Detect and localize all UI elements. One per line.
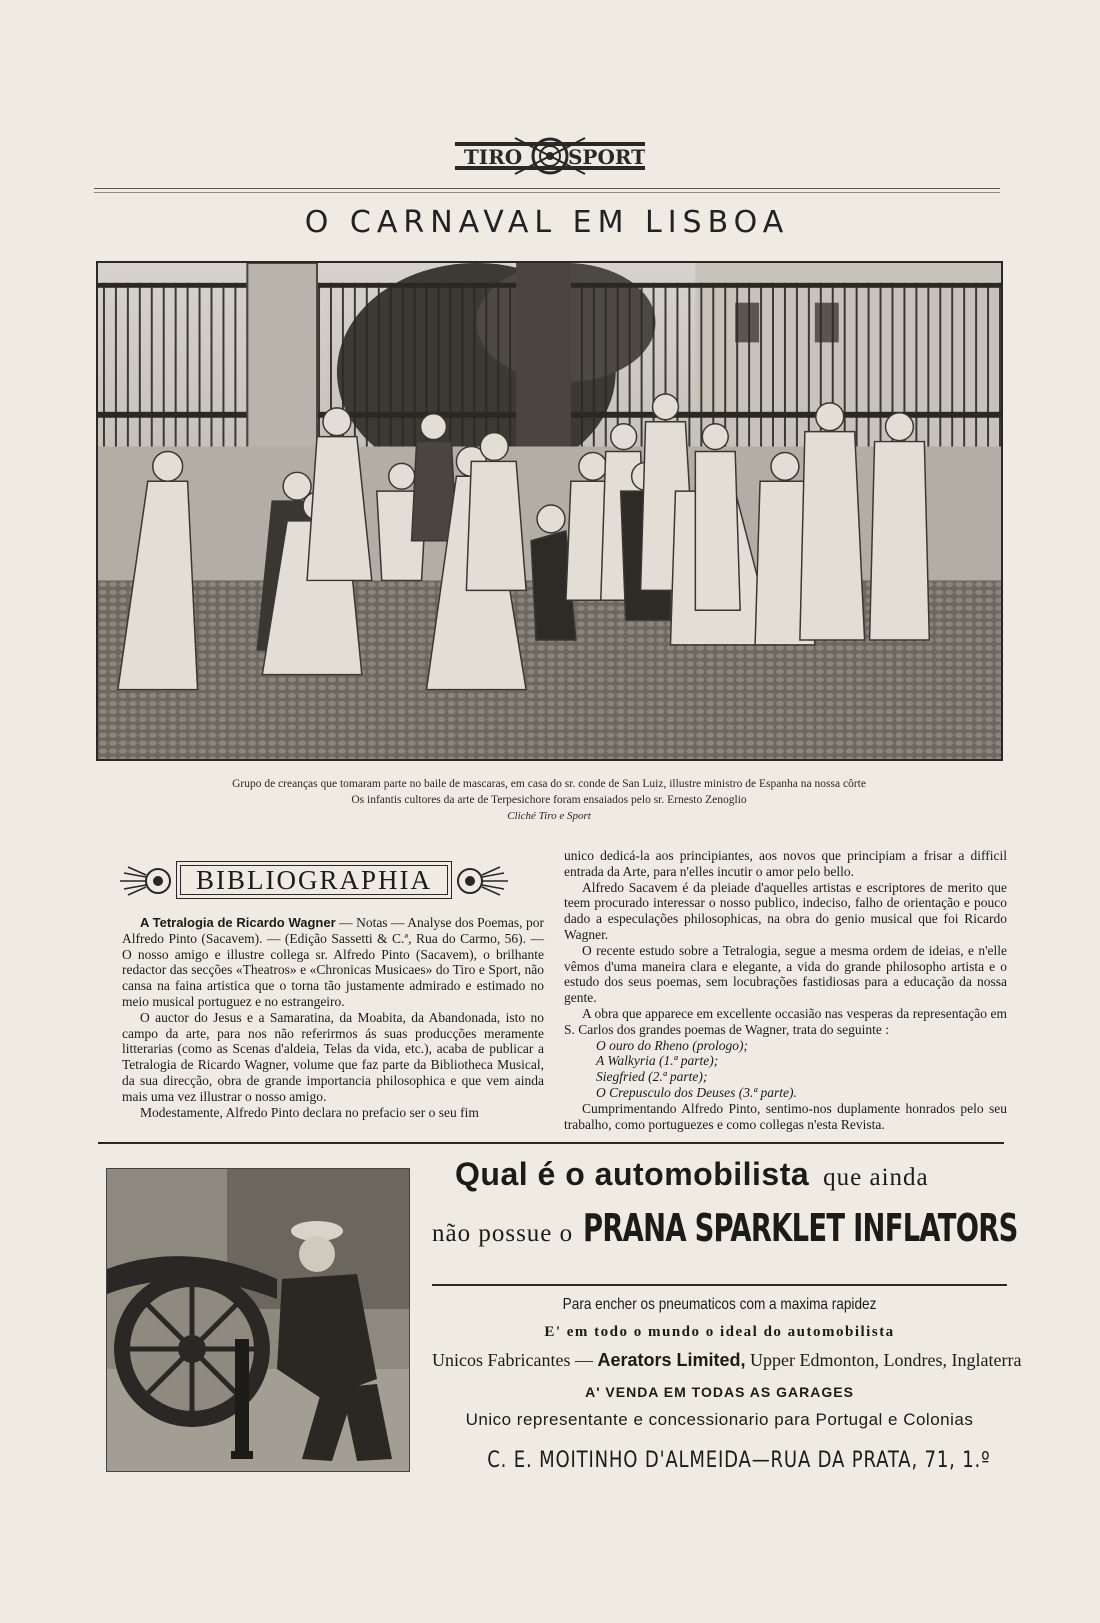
article-title: O CARNAVAL EM LISBOA <box>304 205 790 240</box>
ad-photo-image <box>107 1169 409 1471</box>
divider <box>94 188 1000 189</box>
work-item: Siegfried (2.ª parte); <box>596 1069 708 1085</box>
paragraph: Modestamente, Alfredo Pinto declara no prefacio ser o seu fim <box>140 1104 479 1120</box>
section-heading: BIBLIOGRAPHIA <box>195 864 432 895</box>
ad-ideal: E' em todo o mundo o ideal do automobilista <box>544 1324 895 1340</box>
tiro-sport-logo-icon <box>455 136 645 176</box>
paragraph-text: — Notas — Analyse dos Poemas, por Alfredo Pinto (Sacavem). — (Edição Sassetti & C.ª, Rua do Carmo, 56). — O nosso amigo e illustre collega sr. Alfredo Pinto (Sacavem), o brilhante redactor das secções «Theatros» e «Chronicas Musicaes» do Tiro e Sport, não cansa na faina artistica que o torna tão justamente admirado e estimado no meio musical portuguez e no estrangeiro. <box>122 915 545 1009</box>
ad-brand-line <box>432 1206 1100 1250</box>
article-column-left <box>122 915 544 1120</box>
ad-headline-small: que ainda <box>823 1164 929 1191</box>
photo-caption: Grupo de creanças que tomaram parte no baile de mascaras, em casa do sr. conde de San Luiz, illustre ministro de Espanha na nossa côrte <box>232 778 866 790</box>
bibliographia-header <box>118 857 510 905</box>
svg-text:SPORT: SPORT <box>567 145 645 169</box>
ad-representative: Unico representante e concessionario para Portugal e Colonias <box>465 1410 974 1429</box>
makers-prefix: Unicos Fabricantes — <box>432 1350 593 1370</box>
paragraph: Alfredo Sacavem é da pleiade d'aquelles artistas e escriptores de merito que teem procurado interessar o nosso publico, indeciso, falho de orientação e pouco dado a especulações philosophicas, na obra do genio musical que foi Ricardo Wagner. <box>564 879 1007 942</box>
ad-tagline-text: Para encher os pneumaticos com a maxima rapidez <box>562 1296 877 1313</box>
ad-tagline <box>432 1296 1007 1314</box>
paragraph: Cumprimentando Alfredo Pinto, sentimo-nos duplamente honrados pelo seu trabalho, como portuguezes e como collegas n'esta Revista. <box>564 1100 1007 1132</box>
ad-line-small: não possue o <box>432 1220 574 1247</box>
divider <box>432 1284 1007 1286</box>
paragraph: O auctor do Jesus e a Samaratina, da Moabita, da Abandonada, isto no campo da arte, para nos não referirmos ás suas producções meramente litterarias (como as Scenas d'aldeia, Telas da vida, etc.), acaba de publicar a Tetralogia de Ricardo Wagner, volume que faz parte da Bibliotheca Musical, da sua direcção, obra de grande importancia philosophica e que vem ainda mais uma vez illustrar o nosso amigo. <box>122 1009 544 1104</box>
ad-sale: A' VENDA EM TODAS AS GARAGES <box>585 1384 854 1400</box>
paragraph <box>122 915 544 1010</box>
photo-credit: Cliché Tiro e Sport <box>507 810 591 822</box>
paragraph: A obra que apparece em excellente occasião nas vesperas da representação em S. Carlos dos grandes poemas de Wagner, trata do seguinte : <box>564 1005 1007 1037</box>
work-item: O Crepusculo dos Deuses (3.ª parte). <box>596 1084 797 1100</box>
divider <box>94 192 1000 193</box>
article-column-right <box>564 848 1007 1132</box>
carnival-group-photo <box>96 261 1003 761</box>
paragraph: unico dedicá-la aos principiantes, aos novos que principiam a frisar a difficil entrada da Arte, para n'elles incutir o amor pelo bello. <box>564 848 1007 879</box>
mechanic-photo <box>106 1168 410 1472</box>
ad-address-text: C. E. MOITINHO D'ALMEIDA—RUA DA PRATA, 71, 1.º <box>487 1448 991 1473</box>
work-item: O ouro do Rheno (prologo); <box>596 1037 748 1053</box>
ad-headline-big: Qual é o automobilista <box>455 1156 810 1192</box>
ad-headline <box>455 1156 929 1193</box>
ad-makers <box>432 1350 1022 1371</box>
photo-image <box>98 263 1001 759</box>
work-item: A Walkyria (1.ª parte); <box>596 1053 719 1069</box>
svg-text:TIRO: TIRO <box>463 145 523 169</box>
paragraph: O recente estudo sobre a Tetralogia, segue a mesma ordem de ideias, e n'elle vêmos d'uma maneira clara e elegante, a vida do grande philosopho artista e o estudo dos seus poemas, sem locubrações fastidiosas para a educação da nossa gente. <box>564 942 1007 1006</box>
ornament-left-icon <box>118 857 174 905</box>
divider <box>98 1142 1004 1144</box>
ornament-right-icon <box>454 857 510 905</box>
brand-name: PRANA SPARKLET INFLATORS <box>583 1206 1018 1250</box>
makers-address: Upper Edmonton, Londres, Inglaterra <box>750 1350 1022 1370</box>
masthead-logo <box>455 136 645 176</box>
bibliographia-frame <box>176 861 452 899</box>
ad-address <box>432 1448 1007 1473</box>
makers-name: Aerators Limited, <box>597 1350 746 1370</box>
book-title: A Tetralogia de Ricardo Wagner <box>140 915 336 930</box>
photo-caption: Os infantis cultores da arte de Terpesichore foram ensaiados pelo sr. Ernesto Zenoglio <box>351 794 747 806</box>
